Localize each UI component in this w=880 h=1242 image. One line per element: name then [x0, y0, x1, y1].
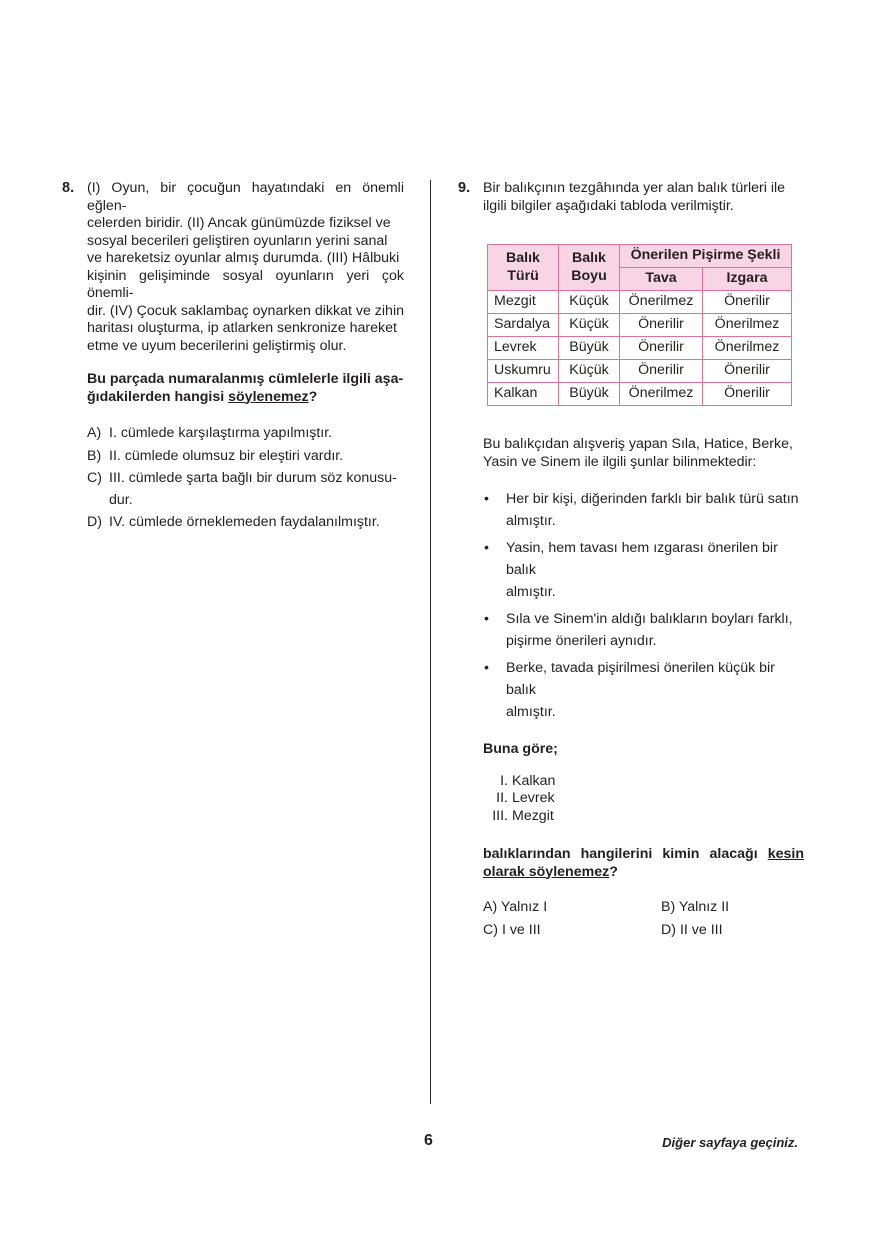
cell-grill: Önerilmez — [703, 337, 792, 360]
option-b[interactable]: B) II. cümlede olumsuz bir eleştiri vardır. — [87, 447, 344, 464]
page-number: 6 — [424, 1132, 433, 1149]
option-d[interactable]: D) II ve III — [661, 921, 723, 938]
paragraph-line: Bu balıkçıdan alışveriş yapan Sıla, Hatice, Berke, — [483, 436, 793, 452]
list-item: • Berke, tavada pişirilmesi önerilen küçük bir balık almıştır. — [483, 657, 804, 723]
question-prompt — [87, 371, 404, 406]
cell-pan: Önerilmez — [620, 383, 703, 406]
cell-pan: Önerilir — [620, 360, 703, 383]
table-row — [488, 337, 792, 360]
header-cooking-method: Önerilen Pişirme Şekli — [620, 245, 792, 268]
table-row — [488, 314, 792, 337]
cell-grill: Önerilir — [703, 383, 792, 406]
cell-size: Küçük — [559, 314, 620, 337]
paragraph-line: Yasin ve Sinem ile ilgili şunlar bilinmektedir: — [483, 453, 757, 470]
passage-line: dir. (IV) Çocuk saklambaç oynarken dikkat ve zihin — [87, 302, 404, 319]
cell-pan: Önerilmez — [620, 291, 703, 314]
cell-fish: Uskumru — [488, 360, 559, 383]
list-item: • Yasin, hem tavası hem ızgarası önerilen bir balık almıştır. — [483, 537, 804, 603]
cell-pan: Önerilir — [620, 337, 703, 360]
roman-list — [483, 773, 804, 826]
answer-options — [87, 425, 404, 532]
column-divider — [430, 180, 431, 1104]
cell-fish: Sardalya — [488, 314, 559, 337]
intro — [483, 180, 804, 215]
prompt-line: Bu parçada numaralanmış cümlelerle ilgili aşa- — [87, 371, 404, 387]
info-paragraph — [483, 436, 804, 471]
option-a[interactable]: A) I. cümlede karşılaştırma yapılmıştır. — [87, 425, 333, 441]
emphasis-underline: kesin — [767, 846, 804, 862]
bullet-icon: • — [484, 660, 489, 676]
cell-pan: Önerilir — [620, 314, 703, 337]
header-fish-type: Balık Türü — [488, 245, 559, 291]
header-grill: Izgara — [703, 268, 792, 291]
option-b[interactable]: B) Yalnız II — [661, 899, 730, 915]
cell-size: Küçük — [559, 291, 620, 314]
list-item: • Sıla ve Sinem'in aldığı balıkların boyları farklı, pişirme önerileri aynıdır. — [483, 608, 804, 652]
cell-grill: Önerilmez — [703, 314, 792, 337]
accordingly-label: Buna göre; — [483, 741, 558, 757]
passage — [87, 180, 404, 355]
fish-table — [487, 244, 792, 406]
list-item: I. Kalkan — [500, 772, 556, 789]
prompt-line: olarak söylenemez? — [483, 863, 618, 880]
passage-line: (I) Oyun, bir çocuğun hayatındaki en önemli eğlen- — [87, 180, 404, 214]
header-pan: Tava — [620, 268, 703, 291]
cell-grill: Önerilir — [703, 360, 792, 383]
question-prompt — [483, 846, 804, 881]
passage-line: haritası oluşturma, ip atlarken senkronize hareket — [87, 320, 397, 336]
question-number: 8. — [62, 180, 75, 196]
bullet-icon: • — [484, 491, 489, 507]
passage-line: celerden biridir. (II) Ancak günümüzde fiziksel ve — [87, 215, 391, 231]
next-page-note: Diğer sayfaya geçiniz. — [662, 1135, 798, 1150]
cell-fish: Kalkan — [488, 383, 559, 406]
question-9 — [458, 180, 804, 939]
option-c[interactable]: C) III. cümlede şarta bağlı bir durum söz konusu- — [87, 470, 397, 486]
intro-line: Bir balıkçının tezgâhında yer alan balık türleri ile — [483, 180, 786, 196]
emphasis-underline: söylenemez — [228, 388, 309, 405]
option-d[interactable]: D) IV. cümlede örneklemeden faydalanılmıştır. — [87, 514, 380, 530]
answer-options — [483, 899, 804, 939]
bullet-icon: • — [484, 611, 489, 627]
clue-list — [483, 488, 804, 723]
question-8 — [62, 180, 404, 537]
passage-line: ve hareketsiz oyunlar almış durumda. (III) Hâlbuki — [87, 250, 400, 266]
list-item: III. Mezgit — [492, 807, 554, 824]
passage-line: kişinin gelişiminde sosyal oyunların yeri çok önemli- — [87, 267, 404, 301]
header-fish-size: Balık Boyu — [559, 245, 620, 291]
cell-fish: Levrek — [488, 337, 559, 360]
prompt-line: ğıdakilerden hangisi söylenemez? — [87, 388, 318, 405]
question-number: 9. — [458, 180, 471, 196]
cell-size: Büyük — [559, 337, 620, 360]
option-a[interactable]: A) Yalnız I — [483, 899, 548, 915]
bullet-icon: • — [484, 540, 489, 556]
option-c[interactable]: C) I ve III — [483, 921, 541, 938]
cell-grill: Önerilir — [703, 291, 792, 314]
emphasis-underline: olarak söylenemez — [483, 863, 610, 880]
cell-size: Küçük — [559, 360, 620, 383]
prompt-line: balıklarından hangilerini kimin alacağı kesin — [483, 846, 804, 862]
intro-line: ilgili bilgiler aşağıdaki tabloda verilmiştir. — [483, 197, 734, 214]
passage-line: etme ve uyum becerilerini geliştirmiş olur. — [87, 337, 347, 354]
list-item: • Her bir kişi, diğerinden farklı bir balık türü satın almıştır. — [483, 488, 804, 532]
table-row — [488, 360, 792, 383]
option-c-continued[interactable]: dur. — [109, 491, 133, 508]
table-row — [488, 291, 792, 314]
table-row — [488, 383, 792, 406]
list-item: II. Levrek — [496, 790, 555, 806]
cell-fish: Mezgit — [488, 291, 559, 314]
cell-size: Büyük — [559, 383, 620, 406]
passage-line: sosyal becerileri geliştiren oyunların yerini sanal — [87, 232, 388, 249]
